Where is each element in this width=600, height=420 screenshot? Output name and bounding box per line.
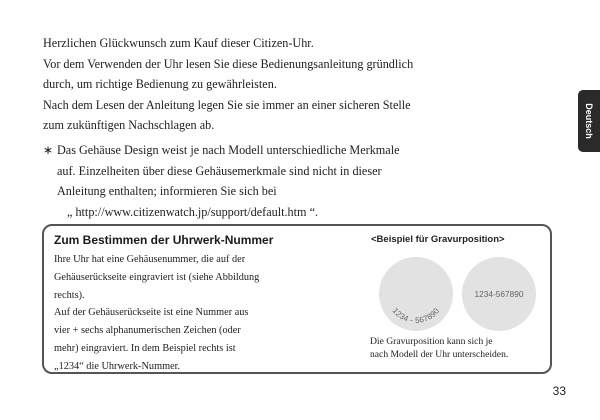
example-label: <Beispiel für Gravurposition> [371, 234, 505, 245]
intro-line: Herzlichen Glückwunsch zum Kauf dieser Citizen-Uhr. [43, 36, 314, 50]
box-text-line: Auf der Gehäuserückseite ist eine Nummer aus [54, 307, 249, 319]
note-line: auf. Einzelheiten über diese Gehäusemerkmale sind nicht in dieser [57, 163, 382, 178]
caption-line: nach Modell der Uhr unterscheiden. [370, 348, 509, 360]
engraving-back-text: 1234 - 567890 [390, 306, 442, 326]
language-tab [578, 90, 600, 152]
box-text-line: mehr) eingraviert. In dem Beispiel rechts ist [54, 342, 236, 354]
note-body [57, 140, 543, 222]
case-back-illustration [379, 257, 453, 331]
box-text-line: rechts). [54, 289, 85, 301]
page-number: 33 [552, 384, 566, 398]
box-text-line: vier + sechs alphanumerischen Zeichen (oder [54, 325, 241, 337]
movement-number-box [42, 224, 552, 374]
language-tab-label: Deutsch [584, 103, 594, 139]
case-back-engraving-icon [379, 257, 453, 331]
note-line: Anleitung enthalten; informieren Sie sich bei [57, 184, 277, 198]
illustration-caption [370, 336, 550, 361]
note-line: Das Gehäuse Design weist je nach Modell unterschiedliche Merkmale [57, 143, 400, 157]
case-design-note [43, 140, 543, 222]
support-url: „ http://www.citizenwatch.jp/support/default.htm “. [67, 204, 319, 219]
box-text-line: Ihre Uhr hat eine Gehäusenummer, die auf der [54, 254, 246, 265]
asterisk-mark: ∗ [43, 143, 54, 157]
intro-line: Vor dem Verwenden der Uhr lesen Sie diese Bedienungsanleitung gründlich [43, 56, 414, 71]
case-side-illustration [462, 257, 536, 331]
box-text-line: Gehäuserückseite eingraviert ist (siehe Abbildung [54, 271, 260, 283]
svg-text:1234 - 567890 [391, 306, 442, 325]
intro-line: durch, um richtige Bedienung zu gewährleisten. [43, 77, 277, 91]
caption-line: Die Gravurposition kann sich je [370, 336, 493, 347]
box-title: Zum Bestimmen der Uhrwerk-Nummer [54, 233, 274, 247]
intro-line: Nach dem Lesen der Anleitung legen Sie sie immer an einer sicheren Stelle [43, 97, 411, 112]
box-description [54, 251, 344, 376]
box-text-line: „1234“ die Uhrwerk-Nummer. [54, 360, 181, 372]
engraving-side-text: 1234-567890 [474, 289, 524, 299]
intro-line: zum zukünftigen Nachschlagen ab. [43, 118, 215, 132]
intro-paragraph [43, 33, 553, 136]
